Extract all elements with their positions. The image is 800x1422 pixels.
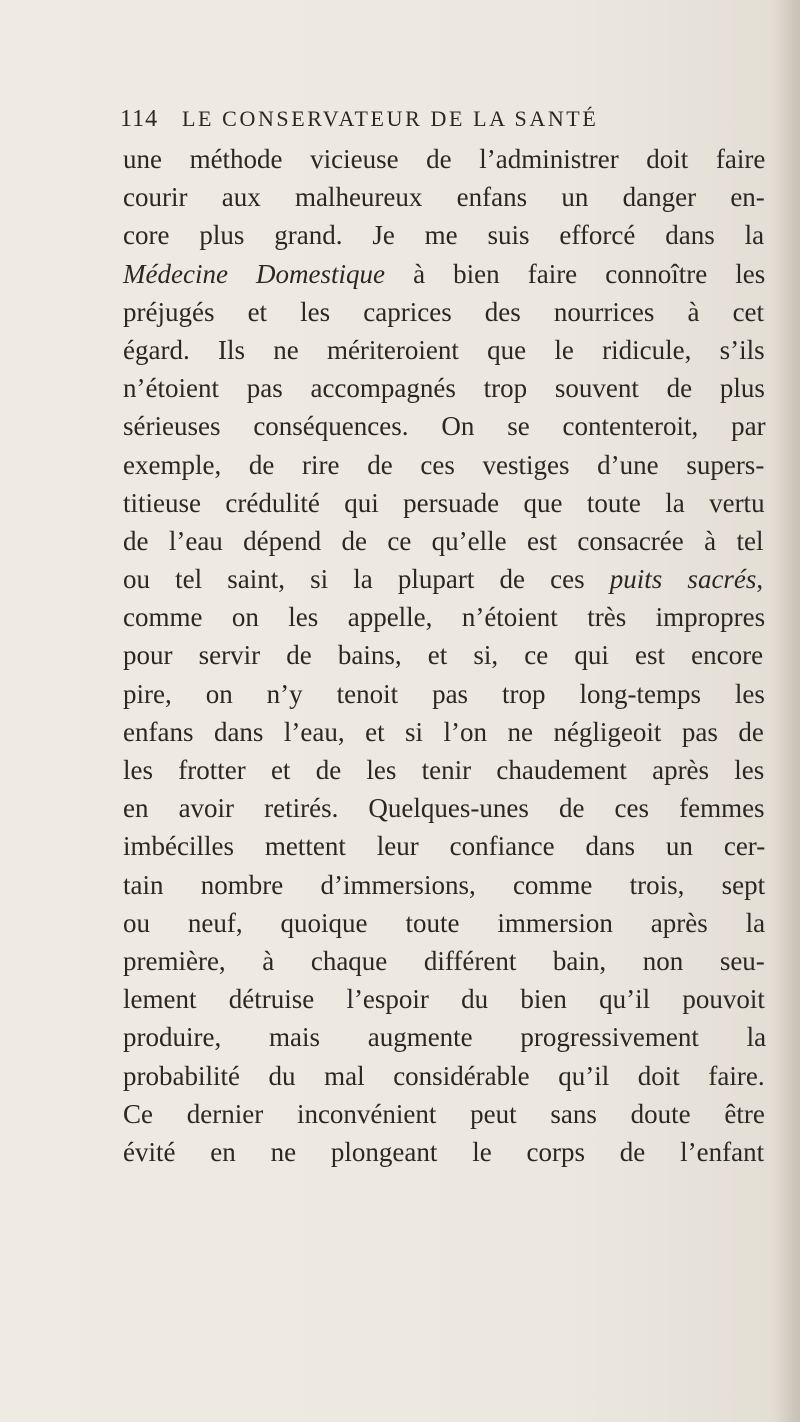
text-line: courir aux malheureux enfans un danger en-: [123, 182, 765, 213]
text-line: enfans dans l’eau, et si l’on ne négligeoit pas de: [123, 716, 764, 747]
text-line: imbécilles mettent leur confiance dans un cer-: [123, 831, 766, 862]
text-line: évité en ne plongeant le corps de l’enfant: [123, 1136, 765, 1167]
text-line: sérieuses conséquences. On se contenteroit, par: [123, 411, 766, 442]
text-line: exemple, de rire de ces vestiges d’une supers-: [123, 449, 765, 480]
text-line: de l’eau dépend de ce qu’elle est consacrée à tel: [123, 525, 764, 556]
page-edge-shadow: [774, 0, 800, 1422]
text-line: pire, on n’y tenoit pas trop long-temps les: [123, 678, 765, 709]
page-header: [120, 106, 760, 140]
text-line: ou neuf, quoique toute immersion après la: [123, 907, 766, 938]
running-head: LE CONSERVATEUR DE LA SANTÉ: [182, 106, 599, 131]
text-line: Ce dernier inconvénient peut sans doute être: [123, 1098, 765, 1129]
body-text: [123, 140, 768, 1171]
text-line: n’étoient pas accompagnés trop souvent de plus: [123, 373, 765, 404]
text-line: pour servir de bains, et si, ce qui est encore: [123, 640, 764, 671]
text-line: produire, mais augmente progressivement la: [123, 1022, 767, 1053]
text-line: préjugés et les caprices des nourrices à cet: [123, 296, 765, 327]
text-line: probabilité du mal considérable qu’il doit faire.: [123, 1060, 765, 1091]
italic-term: puits sacrés: [609, 564, 757, 595]
text-line: première, à chaque différent bain, non seu-: [123, 945, 765, 976]
page-number: 114: [120, 106, 159, 132]
text-line: core plus grand. Je me suis efforcé dans la: [123, 220, 765, 251]
text-line: en avoir retirés. Quelques-unes de ces femmes: [123, 793, 765, 824]
italic-title: Médecine Domestique: [123, 258, 385, 289]
text-line: comme on les appelle, n’étoient très impropres: [123, 602, 766, 633]
text-line: les frotter et de les tenir chaudement après les: [123, 755, 765, 785]
text-line: titieuse crédulité qui persuade que toute la vertu: [123, 487, 765, 518]
text-line: tain nombre d’immersions, comme trois, sept: [123, 869, 766, 900]
text-line: lement détruise l’espoir du bien qu’il pouvoit: [123, 984, 765, 1015]
text-line: égard. Ils ne mériteroient que le ridicule, s’ils: [123, 334, 765, 365]
text-line: une méthode vicieuse de l’administrer doit faire: [123, 144, 766, 174]
text-line: Médecine Domestique à bien faire connoître les: [123, 258, 766, 289]
text-line: ou tel saint, si la plupart de ces puits sacrés,: [123, 564, 764, 595]
